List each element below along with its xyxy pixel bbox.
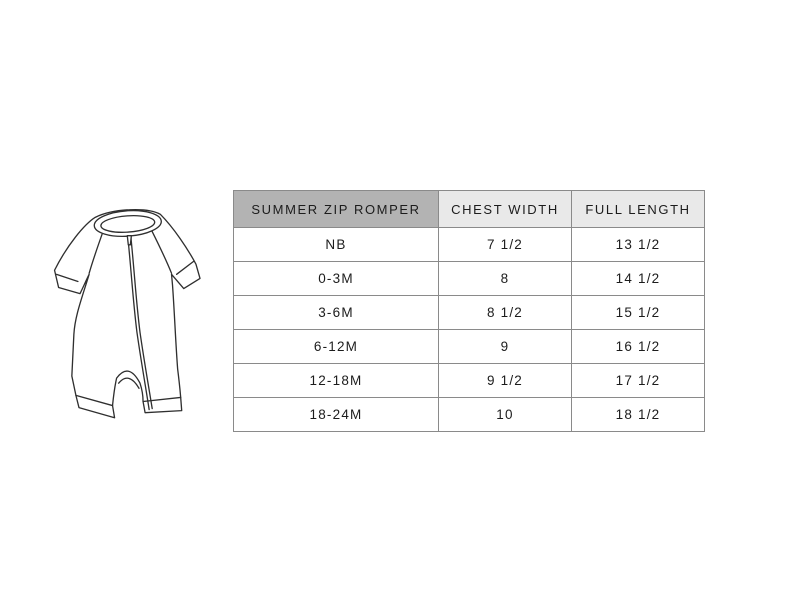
table-row	[234, 330, 705, 364]
table-row	[234, 296, 705, 330]
size-cell: 3-6M	[234, 296, 439, 330]
full-length-cell: 15 1/2	[572, 296, 705, 330]
full-length-cell: 14 1/2	[572, 262, 705, 296]
size-cell: 6-12M	[234, 330, 439, 364]
romper-illustration	[50, 196, 230, 432]
size-cell: 18-24M	[234, 398, 439, 432]
size-chart-table	[233, 190, 705, 432]
full-length-header-cell: FULL LENGTH	[572, 191, 705, 228]
full-length-cell: 16 1/2	[572, 330, 705, 364]
table-row	[234, 398, 705, 432]
header-row	[234, 191, 705, 228]
chest-width-cell: 10	[439, 398, 572, 432]
chest-width-cell: 9 1/2	[439, 364, 572, 398]
chest-width-cell: 9	[439, 330, 572, 364]
table-row	[234, 228, 705, 262]
chest-width-cell: 7 1/2	[439, 228, 572, 262]
full-length-cell: 17 1/2	[572, 364, 705, 398]
romper-sketch-svg	[50, 196, 230, 432]
full-length-cell: 13 1/2	[572, 228, 705, 262]
size-cell: 12-18M	[234, 364, 439, 398]
table-row	[234, 364, 705, 398]
product-header-cell: SUMMER ZIP ROMPER	[234, 191, 439, 228]
chest-width-cell: 8	[439, 262, 572, 296]
size-cell: 0-3M	[234, 262, 439, 296]
chest-width-cell: 8 1/2	[439, 296, 572, 330]
chest-width-header-cell: CHEST WIDTH	[439, 191, 572, 228]
table-row	[234, 262, 705, 296]
size-cell: NB	[234, 228, 439, 262]
full-length-cell: 18 1/2	[572, 398, 705, 432]
